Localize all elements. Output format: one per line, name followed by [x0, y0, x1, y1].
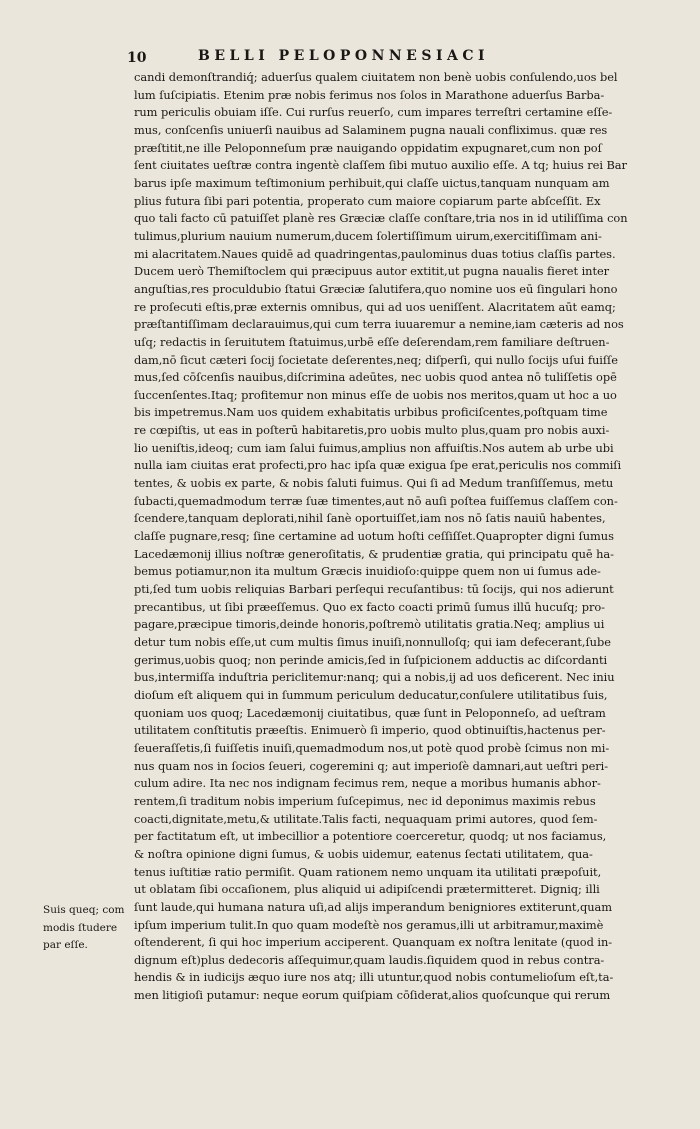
text-line: ſent ciuitates ueſtræ contra ingentè claſſem ſibi mutuo auxilio eſſe. A tq; huius rei Bar [134, 158, 627, 173]
text-line: ſeueraſſetis,ſi fuiſſetis inuiſi,quemadmodum nos,ut potè quod probè ſcimus non mi- [134, 740, 610, 755]
text-line: per factitatum eſt, ut imbecillior a potentiore coerceretur, quodq; ut nos faciamus, [134, 829, 607, 844]
running-head: BELLI PELOPONNESIACI [198, 48, 490, 64]
page-number: 10 [127, 50, 147, 66]
text-line: barus ipſe maximum teſtimonium perhibuit,qui claſſe uictus,tanquam nunquam am [134, 175, 610, 190]
text-line: candi demonſtrandiq́; aduerſus qualem ciuitatem non benè uobis conſulendo,uos bel [134, 70, 618, 84]
text-line: ut oblatam ſibi occaſionem, plus aliquid ui adipiſcendi prætermitteret. Digniq; illi [134, 882, 600, 897]
text-line: præſtitit,ne ille Peloponneſum præ nauigando oppidatim expugnaret,cum non poſ [134, 140, 602, 155]
margin-note-line: Suis queq; com [43, 904, 125, 916]
text-line: oſtenderent, ſi qui hoc imperium acciperent. Quanquam ex noſtra lenitate (quod in- [134, 935, 613, 950]
text-line: ſunt laude,qui humana natura uſi,ad alijs imperandum benigniores extiterunt,quam [134, 899, 613, 914]
text-line: bemus potiamur,non ita multum Græcis inuidioſo:quippe quem non ui ſumus ade- [134, 564, 601, 579]
text-line: tenus iuſtitiæ ratio permiſit. Quam rationem nemo unquam ita utilitati præpoſuit, [134, 864, 602, 879]
text-line: pagare,præcipue timoris,deinde honoris,poſtremò utilitatis gratia.Neq; amplius ui [134, 617, 605, 632]
text-line: plius futura ſibi pari potentia, properato cum maiore copiarum parte abſceſſit. Ex [134, 193, 601, 208]
text-line: claſſe pugnare,resq; ſine certamine ad uotum hoſti ceſſiſſet.Quapropter digni ſumus [134, 529, 614, 544]
text-line: uſq; redactis in ſeruitutem ſtatuimus,urbē eſſe deſerendam,rem familiare deſtruen- [134, 334, 610, 349]
text-line: bis impetremus.Nam uos quidem exhabitatis urbibus proficiſcentes,poſtquam time [134, 405, 608, 420]
text-line: culum adire. Ita nec nos indignam fecimus rem, neque a moribus humanis abhor- [134, 776, 601, 791]
text-line: gerimus,uobis quoq; non perinde amicis,ſed in ſuſpicionem adductis ac diſcordanti [134, 652, 608, 667]
text-line: hendis & in iudicijs æquo iure nos atq; illi utuntur,quod nobis contumelioſum eſt,ta- [134, 970, 614, 985]
text-line: quo tali facto cū patuiſſet planè res Græciæ claſſe conſtare,tria nos in id utiliſſima con [134, 211, 628, 226]
text-line: pti,ſed tum uobis reliquias Barbari perſequi recuſantibus: tū ſocijs, qui nos adierunt [134, 582, 614, 597]
text-line: dioſum eſt aliquem qui in ſummum periculum deducatur,conſulere utilitatibus ſuis, [134, 687, 608, 702]
text-line: & noſtra opinione digni ſumus, & uobis uidemur, eatenus ſectati utilitatem, qua- [134, 846, 593, 861]
text-line: bus,intermiſſa induſtria periclitemur:nanq; qui a nobis,ij ad uos deficerent. Nec iniu [134, 670, 615, 685]
text-line: nulla iam ciuitas erat profecti,pro hac ipſa quæ exigua ſpe erat,periculis nos commiſi [134, 458, 622, 473]
margin-note-line: par eſſe. [43, 939, 88, 952]
margin-note [43, 902, 131, 955]
text-line: dignum eſt)plus dedecoris aſſequimur,quam laudis.ſiquidem quod in rebus contra- [134, 952, 605, 967]
text-line: precantibus, ut ſibi præeſſemus. Quo ex facto coacti primū ſumus illū hucuſq; pro- [134, 599, 605, 614]
text-line: rentem,ſi traditum nobis imperium ſuſcepimus, nec id deponimus maximis rebus [134, 793, 596, 808]
text-line: Ducem uerò Themiſtoclem qui præcipuus autor extitit,ut pugna naualis fieret inter [134, 264, 610, 279]
text-line: dam,nō ſicut cæteri ſocij ſocietate deſerentes,neq; diſperſi, qui nullo ſocijs uſui fuiſſe [134, 352, 618, 367]
text-line: mi alacritatem.Naues quidē ad quadringentas,paulominus duas totius claſſis partes. [134, 246, 616, 261]
text-line: men litigioſi putamur: neque eorum quiſpiam cōſiderat,alios quoſcunque qui rerum [134, 988, 611, 1003]
text-line: nus quam nos in ſocios ſeueri, cogeremini q; aut imperioſè damnari,aut ueſtri peri- [134, 758, 609, 773]
text-line: tentes, & uobis ex parte, & nobis ſaluti fuimus. Qui ſi ad Medum tranſiſſemus, metu [134, 476, 614, 491]
text-line: re cœpiſtis, ut eas in poſterū habitaretis,pro uobis multo plus,quam pro nobis auxi- [134, 423, 610, 438]
text-line: lio ueniſtis,ideoq; cum iam ſalui fuimus,amplius non affuiſtis.Nos autem ab urbe ubi [134, 440, 614, 455]
text-line: mus,ſed cōſcenſis nauibus,diſcrimina adeūtes, nec uobis quod antea nō tuliſſetis opē [134, 370, 617, 385]
text-line: rum periculis obuiam iſſe. Cui rurſus reuerſo, cum impares terreſtri certamine eſſe- [134, 105, 613, 120]
text-line: ipſum imperium tulit.In quo quam modeſtè nos geramus,illi ut arbitramur,maximè [134, 917, 604, 932]
text-line: detur tum nobis eſſe,ut cum multis ſimus inuiſi,nonnulloſq; qui iam defecerant,ſube [134, 635, 611, 649]
text-line: re proſecuti eſtis,præ externis omnibus, qui ad uos ueniſſent. Alacritatem aūt eamq; [134, 299, 616, 314]
text-line: coacti,dignitate,metu,& utilitate.Talis facti, nequaquam primi autores, quod ſem- [134, 811, 598, 826]
text-line: mus, conſcenſis uniuerſi nauibus ad Salaminem pugna nauali confliximus. quæ res [134, 122, 608, 137]
text-line: ſcendere,tanquam deplorati,nihil ſanè oportuiſſet,iam nos nō ſatis nauiū habentes, [134, 511, 606, 526]
text-line: ſuccenſentes.Itaq; profitemur non minus eſſe de uobis nos meritos,quam ut hoc a uo [134, 387, 617, 402]
margin-note-line: modis ſtudere [43, 921, 118, 934]
text-line: utilitatem conſtitutis præeſtis. Enimuerò ſi imperio, quod obtinuiſtis,hactenus per- [134, 723, 606, 738]
text-line: ſubacti,quemadmodum terræ ſuæ timentes,aut nō auſi poſtea fuiſſemus claſſem con- [134, 493, 618, 508]
body-text [134, 69, 680, 1005]
text-line: præſtantiſſimam declarauimus,qui cum terra iuuaremur a nemine,iam cæteris ad nos [134, 317, 624, 332]
text-line: Lacedæmonij illius noſtræ generoſitatis, & prudentiæ gratia, qui principatu quē ha- [134, 546, 614, 561]
text-line: quoniam uos quoq; Lacedæmonij ciuitatibus, quæ ſunt in Peloponneſo, ad ueſtram [134, 705, 606, 720]
text-line: anguſtias,res proculdubio ſtatui Græciæ ſalutifera,quo nomine uos eū ſingulari hono [134, 281, 618, 296]
text-line: lum ſuſcipiatis. Etenim præ nobis ferimus nos ſolos in Marathone aduerſus Barba- [134, 87, 605, 102]
text-line: tulimus,plurium nauium numerum,ducem ſolertiſſimum uirum,exercitiſſimam ani- [134, 228, 602, 243]
